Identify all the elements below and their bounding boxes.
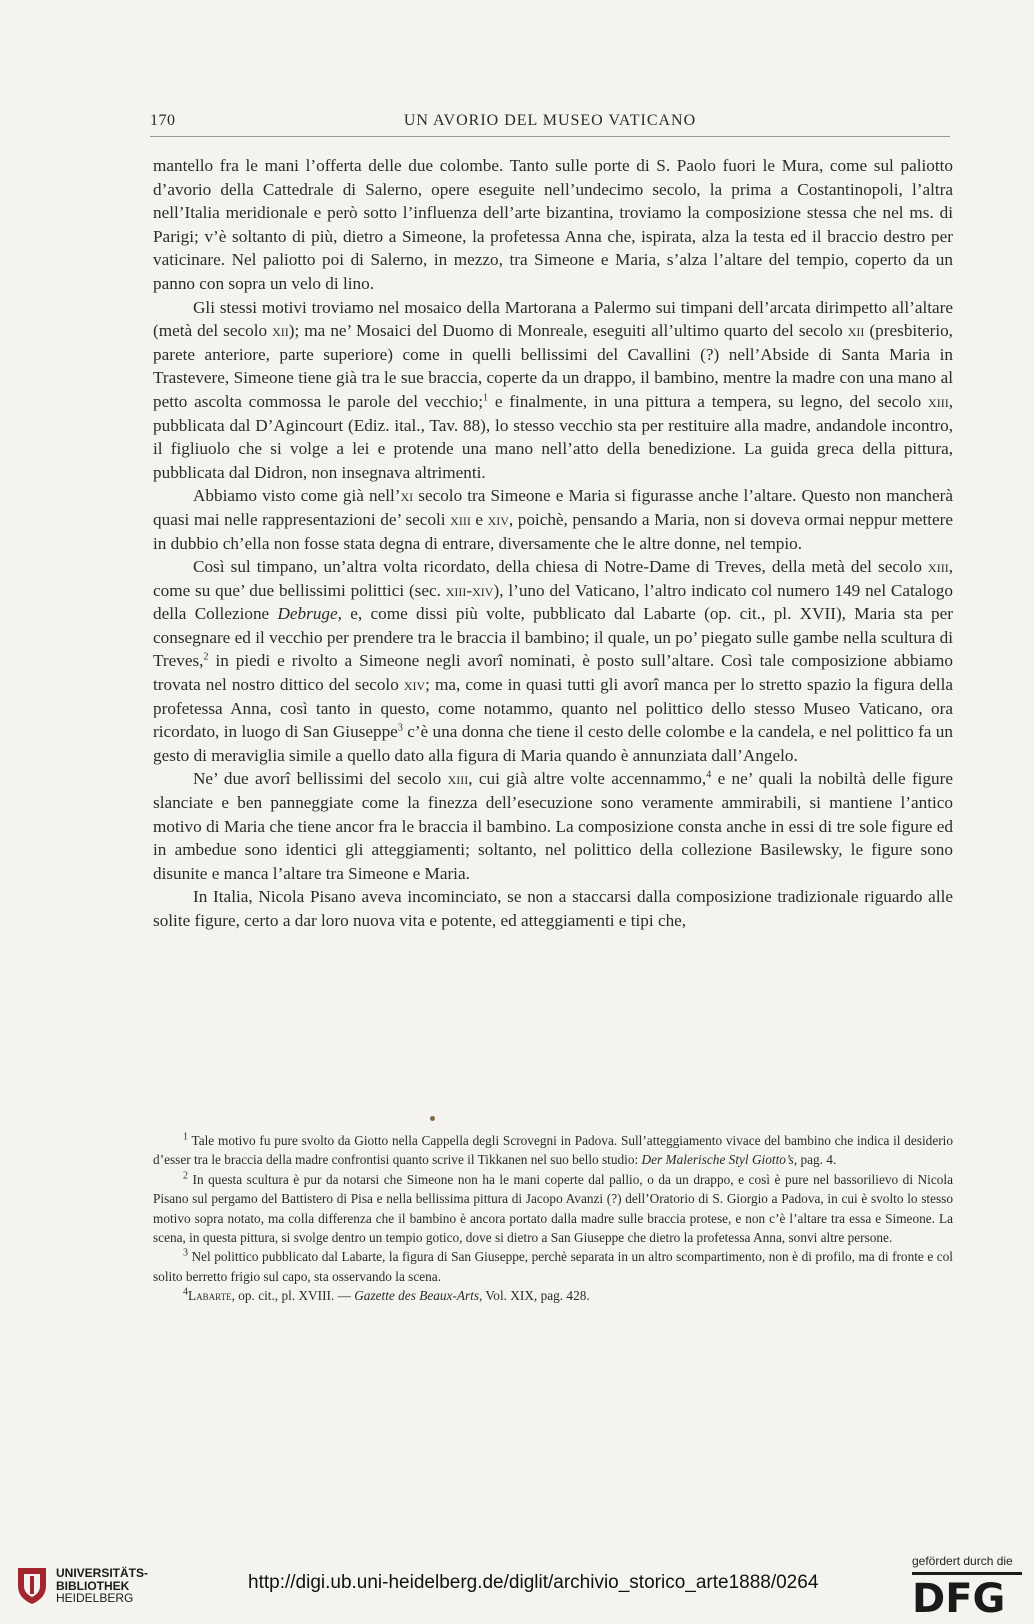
footnote-ref[interactable]: 3	[397, 722, 403, 734]
footnote-ref[interactable]: 2	[203, 651, 209, 663]
footnote-ref[interactable]: 4	[706, 769, 712, 781]
funder-name: DFG	[912, 1576, 1006, 1616]
running-head	[150, 108, 950, 134]
paragraph: Abbiamo visto come già nell’xi secolo tra Simeone e Maria si figurasse anche l’altare. Questo non mancherà quasi mai nelle rappresentazioni de’ secoli xiii e xiv, poichè, pensando a Maria, non si doveva ormai neppur mettere in dubbio ch’ella non fosse stata degna di entrare, diversamente che le altre donne, nel tempio.	[153, 486, 953, 553]
funding-label: gefördert durch die	[912, 1554, 1013, 1568]
running-title: UN AVORIO DEL MUSEO VATICANO	[403, 112, 697, 129]
footnote-ref[interactable]: 1	[483, 392, 489, 404]
paragraph: Ne’ due avorî bellissimi del secolo xiii, cui già altre volte accennammo,$^4$ e ne’ quali la nobiltà delle figure slanciate e ben panneggiate come la finezza dell’esecuzione sono veramente ammirabili, si mantiene l’antico motivo di Maria che tiene ancor fra le braccia il bambino. La composizione consta anche in essi di tre sole figure ed in ambedue sono identici gli atteggiamenti; soltanto, nel polittico della collezione Basilewsky, le figure sono disunite e manca l’altare tra Simeone e Maria.	[153, 769, 953, 883]
viewer-footer	[0, 1540, 1034, 1624]
dfg-logo	[912, 1572, 1022, 1616]
university-seal-icon	[14, 1564, 50, 1606]
main-text	[153, 154, 953, 933]
footnote-3: $^3$ Nel polittico pubblicato dal Labarte, la figura di San Giuseppe, perchè separata in un altro scompartimento, non è di profilo, ma di fronte e col solito berretto frigio sul capo, sta osservando la scena.	[153, 1248, 953, 1284]
paragraph: In Italia, Nicola Pisano aveva incominciato, se non a staccarsi dalla composizione tradizionale riguardo alle solite figure, certo a dar loro nuova vita e potente, ed atteggiamenti e tipi che,	[153, 887, 953, 930]
footnote-separator-dot	[430, 1116, 435, 1121]
paragraph: Gli stessi motivi troviamo nel mosaico della Martorana a Palermo sui timpani dell’arcata dirimpetto all’altare (metà del secolo xii); ma ne’ Mosaici del Duomo di Monreale, eseguiti all’ultimo quarto del secolo xii (presbiterio, parete anteriore, parte superiore) come in quelli bellissimi del Cavallini (?) nell’Abside di Santa Maria in Trastevere, Simeone tiene già tra le sue braccia, coperte da un drappo, il bambino, mentre la madre con una mano al petto ascolta commossa le parole del vecchio;$^1$ e finalmente, in una pittura a tempera, su legno, del secolo xiii, pubblicata dal D’Agincourt (Ediz. ital., Tav. 88), lo stesso vecchio sta per restituire alla madre, andandole incontro, il figliuolo che si volge a lei e protende una mano nell’atto della benedizione. La guida greca della pittura, pubblicata dal Didron, non insegnava altrimenti.	[153, 297, 953, 482]
footnotes	[153, 1131, 953, 1306]
institution-name: UNIVERSITÄTS- BIBLIOTHEK HEIDELBERG	[56, 1566, 149, 1605]
permalink-url[interactable]: http://digi.ub.uni-heidelberg.de/diglit/archivio_storico_arte1888/0264	[248, 1572, 819, 1593]
page-number: 170	[150, 112, 176, 129]
paragraph: mantello fra le mani l’offerta delle due colombe. Tanto sulle porte di S. Paolo fuori le Mura, come sul paliotto d’avorio della Cattedrale di Salerno, opere eseguite nell’undecimo secolo, la prima a Costantinopoli, l’altra nell’Italia meridionale e però sotto l’influenza dell’arte bizantina, troviamo la composizione stessa che nel ms. di Parigi; v’è soltanto di più, dietro a Simeone, la profetessa Anna che, ispirata, alza la testa ed il braccio destro per vaticinare. Nel paliotto poi di Salerno, in mezzo, tra Simeone e Maria, s’alza l’altare del tempio, coperto da un panno con sopra un velo di lino.	[153, 156, 953, 293]
footnote-1: $^1$ Tale motivo fu pure svolto da Giotto nella Cappella degli Scrovegni in Padova. Sull’atteggiamento vivace del bambino che indica il desiderio d’esser tra le braccia della madre confrontisi quanto scrive il Tikkanen nel suo bello studio: Der Malerische Styl Giotto’s, pag. 4.	[153, 1131, 953, 1168]
footnote-4: $^4$Labarte, op. cit., pl. XVIII. — Gazette des Beaux-Arts, Vol. XIX, pag. 428.	[183, 1286, 590, 1304]
header-rule	[150, 136, 950, 137]
footnote-2: $^2$ In questa scultura è pur da notarsi che Simeone non ha le mani coperte dal pallio, o da un drappo, e così è pure nel bassorilievo di Nicola Pisano sul pergamo del Battistero di Pisa e nella bellissima pittura di Jacopo Avanzi (?) dell’Oratorio di S. Giorgio a Padova, in cui è svolto lo stesso motivo sopra notato, ma colla differenza che il bambino è ancora portato dalla madre sulle braccia protese, e non c’è l’altare tra essa e Simeone. La scena, in questa pittura, si svolge dentro un tempio gotico, dove si dietro a San Giuseppe che dietro la profetessa Anna, sonvi altre persone.	[153, 1170, 953, 1246]
paragraph: Così sul timpano, un’altra volta ricordato, della chiesa di Notre-Dame di Treves, della metà del secolo xiii, come su que’ due bellissimi polittici (sec. xiii-xiv), l’uno del Vaticano, l’altro indicato col numero 149 nel Catalogo della Collezione Debruge, e, come dissi più volte, pubblicato dal Labarte (op. cit., pl. XVII), Maria sta per consegnare ed il vecchio per prendere tra le braccia il bambino; il quale, un po’ piegato sulle gambe nella scultura di Treves,$^2$ in piedi e rivolto a Simeone negli avorî nominati, è posto sull’altare. Così tale composizione abbiamo trovata nel nostro dittico del secolo xiv; ma, come in quasi tutti gli avorî manca per lo stretto spazio la figura della profetessa Anna, così tanto in questo, come notammo, quanto nel polittico dello stesso Museo Vaticano, ora ricordato, in luogo di San Giuseppe$^3$ c’è una donna che tiene il cesto delle colombe e la candela, e nel polittico fa un gesto di meraviglia simile a quello dato alla figura di Maria quando è annunziata dall’Angelo.	[153, 557, 954, 765]
